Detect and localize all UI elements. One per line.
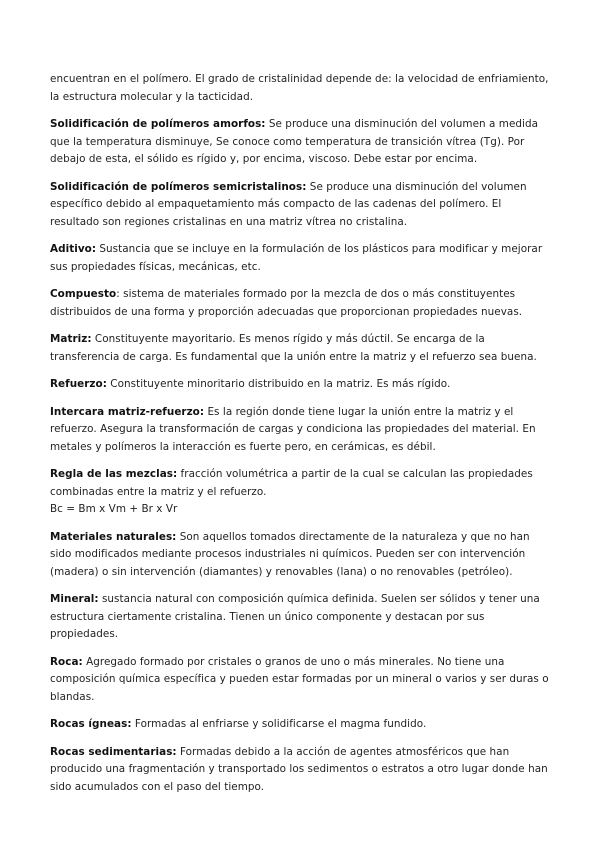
definition-text: Se produce una disminución del volumen específico debido al empaquetamiento más compacto de las cadenas del polímero. El resultado son regiones cristalinas en una matriz vítrea no cristalina. xyxy=(50,180,527,228)
definition-text: Sustancia que se incluye en la formulación de los plásticos para modificar y mejorar sus propiedades físicas, mecánicas, etc. xyxy=(50,243,543,273)
paragraph-amorfos xyxy=(50,116,550,169)
term-label: Matriz: xyxy=(50,333,92,345)
definition-text: encuentran en el polímero. El grado de cristalinidad depende de: la velocidad de enfriamiento, la estructura molecular y la tacticidad. xyxy=(50,73,549,103)
definition-text: Son aquellos tomados directamente de la naturaleza y que no han sido modificados mediante procesos industriales ni químicos. Pueden ser con intervención (madera) o sin intervención (diamantes) y renovables (lana) o no renovables (petróleo). xyxy=(50,530,530,578)
definition-text: Constituyente minoritario distribuido en la matriz. Es más rígido. xyxy=(106,378,451,390)
term-label: Aditivo: xyxy=(50,243,97,255)
paragraph-matriz xyxy=(50,331,550,366)
definition-text: Constituyente mayoritario. Es menos rígido y más dúctil. Se encarga de la transferencia de carga. Es fundamental que la unión entre la matriz y el refuerzo sea buena. xyxy=(50,333,537,363)
term-label: Solidificación de polímeros semicristalinos: xyxy=(50,180,307,193)
term-label: Rocas sedimentarias: xyxy=(50,745,177,758)
term-label: Roca: xyxy=(50,655,83,668)
paragraph-roca xyxy=(50,654,550,707)
definition-text: Formadas al enfriarse y solidificarse el magma fundido. xyxy=(131,718,427,730)
term-label: Intercara matriz-refuerzo: xyxy=(50,405,205,418)
paragraph-rocas-igneas xyxy=(50,716,550,734)
definition-text: Es la región donde tiene lugar la unión entre la matriz y el refuerzo. Asegura la transformación de cargas y condiciona las propiedades del material. En metales y polímeros la interacción es fuerte pero, en cerámicas, es débil. xyxy=(50,405,536,453)
paragraph-mineral xyxy=(50,591,550,644)
paragraph-intercara xyxy=(50,404,550,457)
paragraph-cristalinidad xyxy=(50,71,550,106)
term-label: Compuesto xyxy=(50,288,117,300)
term-label: Refuerzo: xyxy=(50,378,107,390)
term-label: Mineral: xyxy=(50,593,99,605)
paragraph-semicristalinos xyxy=(50,179,550,232)
paragraph-refuerzo xyxy=(50,376,550,394)
term-label: Solidificación de polímeros amorfos: xyxy=(50,118,266,130)
definition-text: fracción volumétrica a partir de la cual se calculan las propiedades combinadas entre la matriz y el refuerzo. xyxy=(50,468,533,498)
term-label: Regla de las mezclas: xyxy=(50,468,178,480)
paragraph-regla-mezclas xyxy=(50,466,550,519)
paragraph-rocas-sedimentarias xyxy=(50,744,550,797)
definition-text: Formadas debido a la acción de agentes atmosféricos que han producido una fragmentación y transportado los sedimentos o estratos a otro lugar donde han sido acumulados con el paso del tiempo. xyxy=(50,745,548,793)
formula-text: Bc = Bm x Vm + Br x Vr xyxy=(50,503,178,515)
paragraph-materiales-naturales xyxy=(50,529,550,582)
term-label: Materiales naturales: xyxy=(50,530,177,543)
term-label: Rocas ígneas: xyxy=(50,718,132,730)
definition-text: Se produce una disminución del volumen a medida que la temperatura disminuye, Se conoce como temperatura de transición vítrea (Tg). Por debajo de esta, el sólido es rígido y, por encima, viscoso. Debe estar por encima. xyxy=(50,118,539,165)
definition-text: sustancia natural con composición química definida. Suelen ser sólidos y tener una estructura ciertamente cristalina. Tienen un único componente y destacan por sus propiedades. xyxy=(50,593,540,640)
paragraph-aditivo xyxy=(50,241,550,276)
paragraph-compuesto xyxy=(50,286,550,321)
document-page xyxy=(50,71,550,806)
definition-text: : sistema de materiales formado por la mezcla de dos o más constituyentes distribuidos de una forma y proporción adecuadas que proporcionan propiedades nuevas. xyxy=(50,288,523,318)
definition-text: Agregado formado por cristales o granos de uno o más minerales. No tiene una composición química específica y pueden estar formadas por un mineral o varios y ser duras o blandas. xyxy=(50,655,549,703)
